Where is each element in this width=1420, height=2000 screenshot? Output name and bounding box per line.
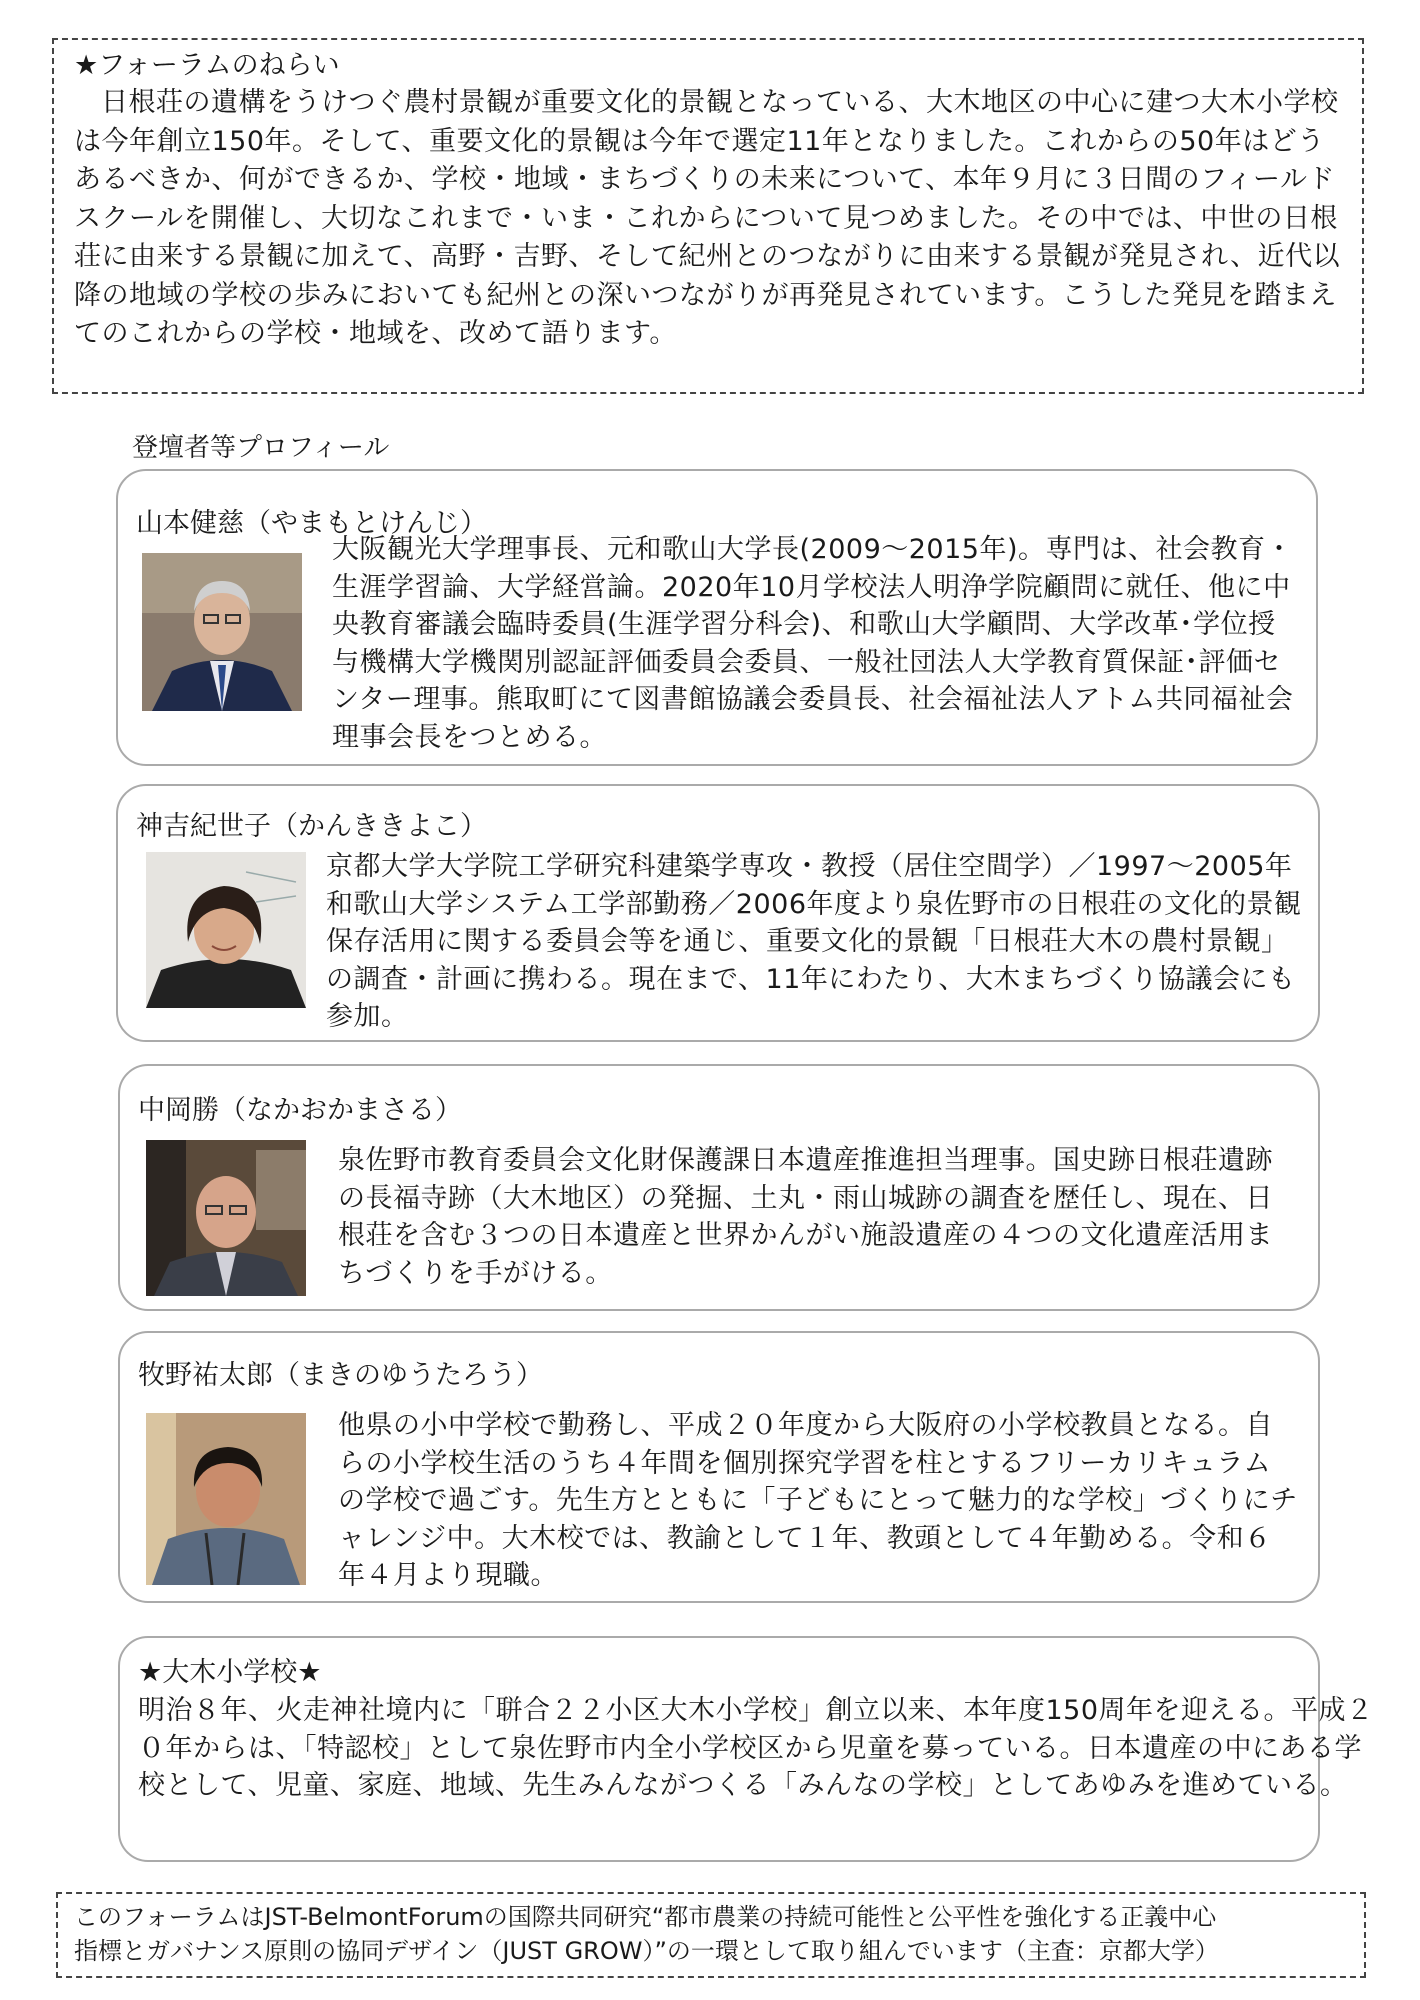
portrait-photo-nakaoka — [146, 1140, 306, 1296]
profile-name: 山本健慈（やまもとけんじ） — [136, 508, 487, 539]
profiles-heading: 登壇者等プロフィール — [132, 433, 390, 463]
portrait-photo-yamamoto — [142, 553, 302, 711]
school-title: ★大木小学校★ — [138, 1657, 322, 1688]
profile-name: 神吉紀世子（かんききよこ） — [136, 811, 487, 842]
school-body: 明治８年、火走神社境内に「聠合２２小区大木小学校」創立以来、本年度150周年を迎える。平成２０年からは、「特認校」として泉佐野市内全小学校区から児童を募っている。日本遺産の中にある学校として、児童、家庭、地域、先生みんながつくる「みんなの学校」としてあゆみを進めている。 — [138, 1695, 1374, 1801]
forum-aim-body: 日根荘の遺構をうけつぐ農村景観が重要文化的景観となっている、大木地区の中心に建つ大木小学校は今年創立150年。そして、重要文化的景観は今年で選定11年となりました。これからの50年はどうあるべきか、何ができるか、学校・地域・まちづくりの未来について、本年９月に３日間のフィールドスクールを開催し、大切なこれまで・いま・これからについて見つめました。その中では、中世の日根荘に由来する景観に加えて、高野・吉野、そして紀州とのつながりに由来する景観が発見され、近代以降の地域の学校の歩みにおいても紀州との深いつながりが再発見されています。こうした発見を踏まえてのこれからの学校・地域を、改めて語ります。 — [74, 87, 1341, 349]
profile-card-nakaoka — [118, 1064, 1320, 1311]
profile-bio: 他県の小中学校で勤務し、平成２０年度から大阪府の小学校教員となる。自らの小学校生活のうち４年間を個別探究学習を柱とするフリーカリキュラムの学校で過ごす。先生方とともに「子どもにとって魅力的な学校」づくりにチャレンジ中。大木校では、教諭として１年、教頭として４年勤める。令和６年４月より現職。 — [338, 1410, 1298, 1591]
profile-bio: 大阪観光大学理事長、元和歌山大学長(2009～2015年)。専門は、社会教育・生涯学習論、大学経営論。2020年10月学校法人明浄学院顧問に就任、他に中央教育審議会臨時委員(生涯学習分科会)、和歌山大学顧問、大学改革･学位授与機構大学機関別認証評価委員会委員、一般社団法人大学教育質保証･評価センター理事。熊取町にて図書館協議会委員長、社会福祉法人アトム共同福祉会理事会長をつとめる。 — [332, 534, 1294, 753]
portrait-photo-makino — [146, 1413, 306, 1585]
profile-card-yamamoto — [116, 469, 1318, 766]
profile-bio: 泉佐野市教育委員会文化財保護課日本遺産推進担当理事。国史跡日根荘遺跡の長福寺跡（大木地区）の発掘、土丸・雨山城跡の調査を歴任し、現在、日根荘を含む３つの日本遺産と世界かんがい施設遺産の４つの文化遺産活用まちづくりを手がける。 — [338, 1145, 1273, 1289]
portrait-photo-kanki — [146, 852, 306, 1008]
forum-aim-title: ★フォーラムのねらい — [74, 50, 340, 81]
school-info-box — [118, 1636, 1374, 1862]
footer-note — [56, 1892, 1366, 1978]
footer-line-1: このフォーラムはJST-BelmontForumの国際共同研究“都市農業の持続可能性と公平性を強化する正義中心 — [74, 1903, 1217, 1931]
profile-bio: 京都大学大学院工学研究科建築学専攻・教授（居住空間学）／1997～2005年和歌山大学システム工学部勤務／2006年度より泉佐野市の日根荘の文化的景観保存活用に関する委員会等を通じ、重要文化的景観「日根荘大木の農村景観」の調査・計画に携わる。現在まで、11年にわたり、大木まちづくり協議会にも参加。 — [326, 851, 1302, 1032]
profile-card-kanki — [116, 784, 1320, 1042]
profile-card-makino — [118, 1331, 1320, 1603]
profile-name: 中岡勝（なかおかまさる） — [138, 1095, 462, 1126]
forum-aim-box — [52, 38, 1364, 394]
profile-name: 牧野祐太郎（まきのゆうたろう） — [138, 1360, 543, 1391]
footer-line-2: 指標とガバナンス原則の協同デザイン（JUST GROW）”の一環として取り組んでいます（主査：京都大学） — [74, 1937, 1219, 1965]
